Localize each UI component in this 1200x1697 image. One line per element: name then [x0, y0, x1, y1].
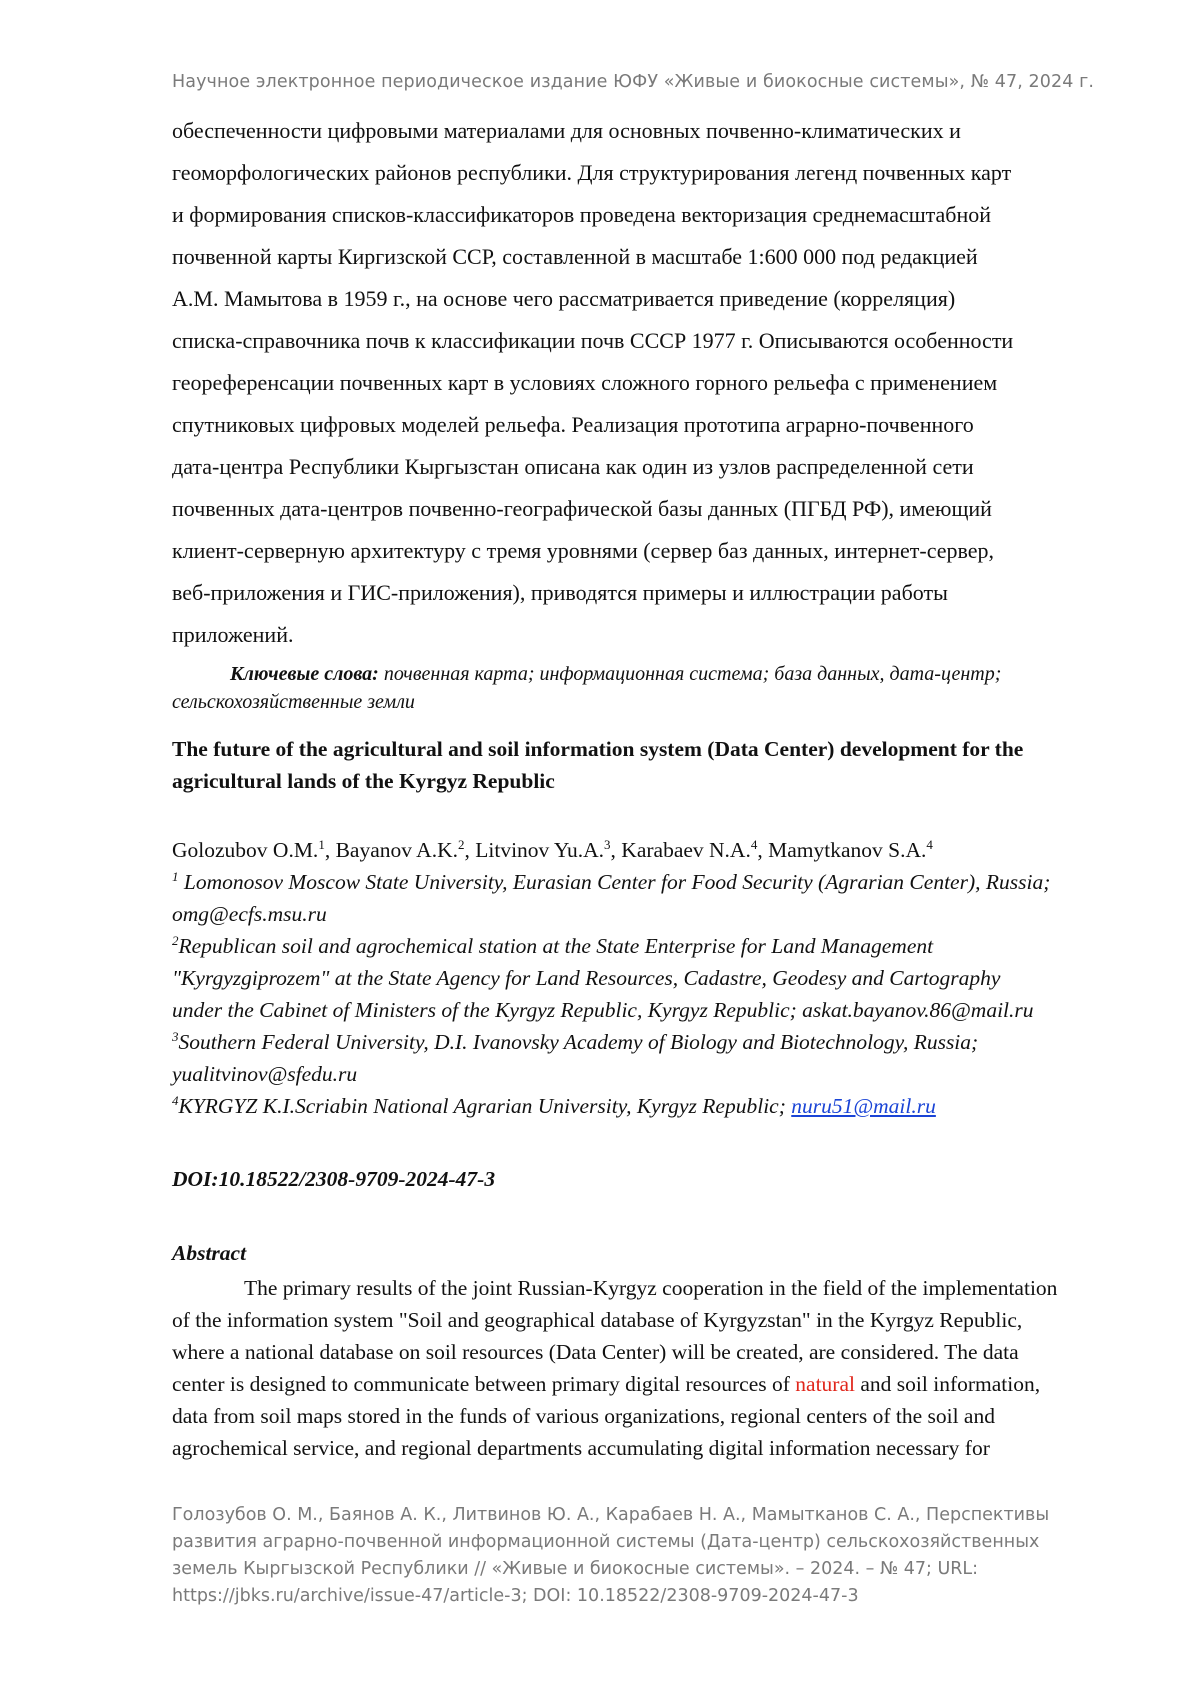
- affiliation-sup: 2: [172, 932, 179, 948]
- text-line: почвенных дата-центров почвенно-географической базы данных (ПГБД РФ), имеющий: [172, 496, 992, 521]
- title-line: The future of the agricultural and soil information system (Data Center) development for the: [172, 737, 1024, 761]
- russian-abstract-body: [172, 110, 1132, 656]
- affiliation-text: Southern Federal University, D.I. Ivanovsky Academy of Biology and Biotechnology, Russia;: [178, 1030, 979, 1054]
- doi: DOI:10.18522/2308-9709-2024-47-3: [172, 1167, 496, 1191]
- english-title: [172, 733, 1132, 797]
- title-line: agricultural lands of the Kyrgyz Republic: [172, 769, 555, 793]
- affiliation-3-email: yualitvinov@sfedu.ru: [172, 1062, 358, 1086]
- affiliation-text: KYRGYZ K.I.Scriabin National Agrarian University, Kyrgyz Republic;: [178, 1094, 792, 1118]
- text-line: геоморфологических районов республики. Для структурирования легенд почвенных карт: [172, 160, 1012, 185]
- text-line: почвенной карты Киргизской ССР, составленной в масштабе 1:600 000 под редакцией: [172, 244, 978, 269]
- author-name: , Karabaev N.A.: [610, 838, 751, 862]
- abstract-heading: Abstract: [172, 1241, 247, 1265]
- text-segment: center is designed to communicate between primary digital resources of: [172, 1372, 796, 1396]
- keywords-label: Ключевые слова:: [230, 663, 379, 685]
- email-link[interactable]: nuru51@mail.ru: [791, 1094, 936, 1118]
- text-line: The primary results of the joint Russian-Kyrgyz cooperation in the field of the implementation: [244, 1276, 1058, 1300]
- keywords-line: [172, 660, 1132, 688]
- text-line: [172, 1368, 1152, 1400]
- text-line: и формирования списков-классификаторов проведена векторизация среднемасштабной: [172, 202, 992, 227]
- affiliation-2: [172, 930, 1152, 962]
- text-segment: and soil information,: [854, 1372, 1041, 1396]
- author-name: , Mamytkanov S.A.: [757, 838, 927, 862]
- author-name: Golozubov O.M.: [172, 838, 319, 862]
- affiliation-2-line: "Kyrgyzgiprozem" at the State Agency for Land Resources, Cadastre, Geodesy and Cartography: [172, 966, 1001, 990]
- author-sup: 3: [604, 836, 611, 852]
- keywords: [172, 660, 1132, 716]
- text-line: data from soil maps stored in the funds of various organizations, regional centers of the soil and: [172, 1404, 995, 1428]
- footer-line: земель Кыргызской Республики // «Живые и биокосные системы». – 2024. – № 47; URL:: [172, 1559, 979, 1579]
- text-line: клиент-серверную архитектуру с тремя уровнями (сервер баз данных, интернет-сервер,: [172, 538, 995, 563]
- footer-line: развития аграрно-почвенной информационной системы (Дата-центр) сельскохозяйственных: [172, 1532, 1040, 1552]
- author-name: , Bayanov A.K.: [324, 838, 458, 862]
- affiliation-sup: 3: [172, 1028, 179, 1044]
- text-line: of the information system "Soil and geographical database of Kyrgyzstan" in the Kyrgyz Republic,: [172, 1308, 1023, 1332]
- affiliation-2-line: under the Cabinet of Ministers of the Kyrgyz Republic, Kyrgyz Republic; askat.bayanov.86@mail.ru: [172, 998, 1034, 1022]
- author-sup: 4: [926, 836, 933, 852]
- text-line: спутниковых цифровых моделей рельефа. Реализация прототипа аграрно-почвенного: [172, 412, 974, 437]
- author-name: , Litvinov Yu.A.: [464, 838, 605, 862]
- affiliation-sup: 4: [172, 1092, 179, 1108]
- affiliation-text: Lomonosov Moscow State University, Eurasian Center for Food Security (Agrarian Center), Russia;: [178, 870, 1051, 894]
- affiliation-1: [172, 866, 1152, 898]
- text-line: agrochemical service, and regional departments accumulating digital information necessary for: [172, 1436, 990, 1460]
- journal-header: Научное электронное периодическое издание ЮФУ «Живые и биокосные системы», № 47, 2024 г.: [172, 72, 1095, 92]
- text-line: обеспеченности цифровыми материалами для основных почвенно-климатических и: [172, 118, 961, 143]
- footer-line: Голозубов О. М., Баянов А. К., Литвинов Ю. А., Карабаев Н. А., Мамытканов С. А., Перспективы: [172, 1505, 1050, 1525]
- affiliation-3: [172, 1026, 1152, 1058]
- authors-block: [172, 834, 1152, 1122]
- affiliation-1-email: omg@ecfs.msu.ru: [172, 902, 327, 926]
- text-line: where a national database on soil resources (Data Center) will be created, are considered. The data: [172, 1340, 1019, 1364]
- text-line: веб-приложения и ГИС-приложения), приводятся примеры и иллюстрации работы: [172, 580, 948, 605]
- text-line: А.М. Мамытова в 1959 г., на основе чего рассматривается приведение (корреляция): [172, 286, 956, 311]
- author-sup: 2: [457, 836, 465, 852]
- author-list: [172, 834, 1152, 866]
- affiliation-sup: 1: [172, 868, 179, 884]
- text-line: дата-центра Республики Кыргызстан описана как один из узлов распределенной сети: [172, 454, 974, 479]
- footer-line: https://jbks.ru/archive/issue-47/article-3; DOI: 10.18522/2308-9709-2024-47-3: [172, 1586, 859, 1606]
- author-sup: 4: [750, 836, 758, 852]
- citation-footer: [172, 1502, 1132, 1610]
- affiliation-4: [172, 1090, 1152, 1122]
- abstract-body: [172, 1272, 1152, 1464]
- author-sup: 1: [318, 836, 325, 852]
- text-line: списка-справочника почв к классификации почв СССР 1977 г. Описываются особенности: [172, 328, 1014, 353]
- keywords-line: сельскохозяйственные земли: [172, 691, 415, 713]
- text-line: геореференсации почвенных карт в условиях сложного горного рельефа с применением: [172, 370, 998, 395]
- affiliation-text: Republican soil and agrochemical station at the State Enterprise for Land Management: [178, 934, 934, 958]
- text-line: приложений.: [172, 622, 294, 647]
- keywords-text: почвенная карта; информационная система; база данных, дата-центр;: [378, 663, 1002, 685]
- highlighted-word: natural: [795, 1372, 855, 1396]
